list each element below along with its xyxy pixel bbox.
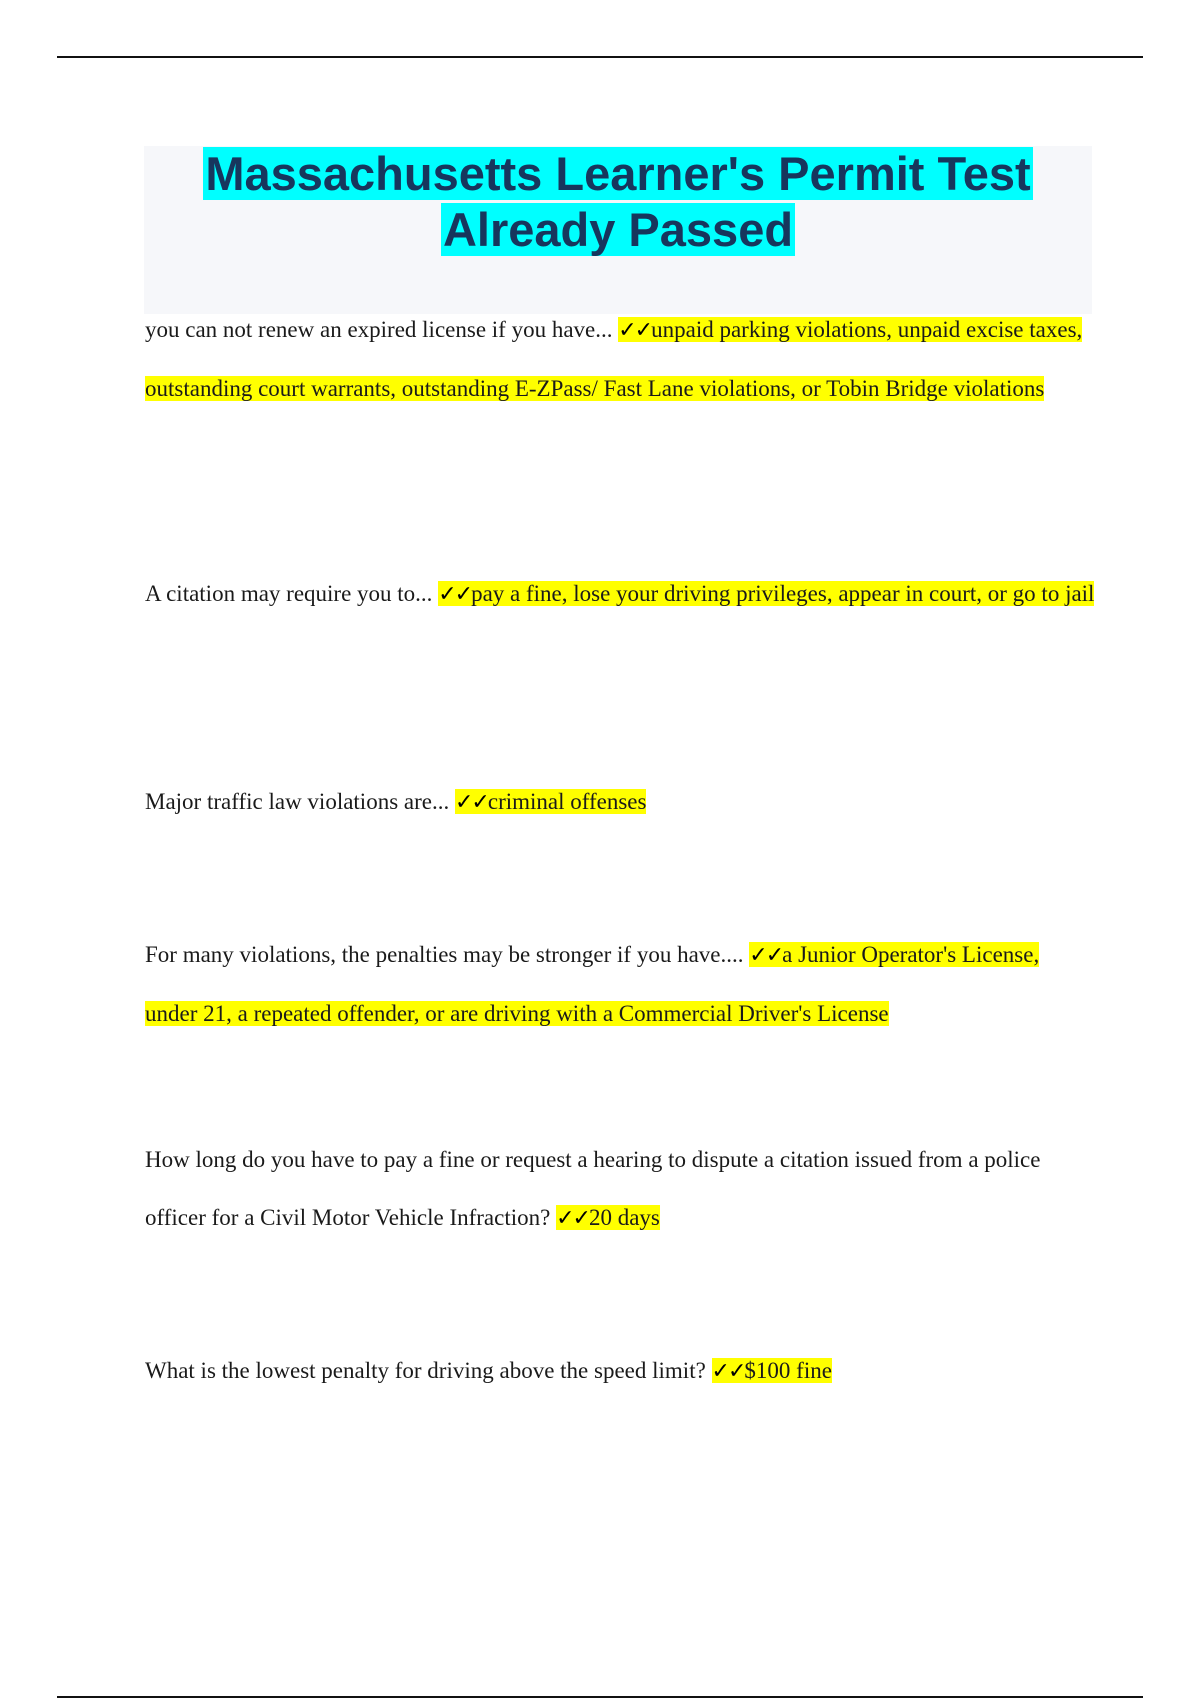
question-text: Major traffic law violations are...: [145, 789, 455, 814]
top-rule: [57, 56, 1143, 58]
question-text: A citation may require you to...: [145, 581, 439, 606]
double-check-icon: ✓✓: [454, 790, 488, 815]
answer-text: criminal offenses: [487, 789, 647, 814]
document-title: [144, 146, 1092, 258]
question-text: For many violations, the penalties may be stronger if you have....: [145, 942, 750, 967]
answer-highlight: [455, 789, 646, 814]
question-text: you can not renew an expired license if you have...: [145, 317, 619, 342]
answer-highlight: [712, 1358, 832, 1383]
double-check-icon: ✓✓: [711, 1359, 745, 1384]
double-check-icon: ✓✓: [556, 1206, 589, 1231]
question-text: How long do you have to pay a fine or request a hearing to dispute a citation issued from a police officer for a Civil Motor Vehicle Infraction?: [145, 1147, 1041, 1230]
bottom-rule: [57, 1696, 1143, 1698]
answer-text: $100 fine: [744, 1358, 832, 1383]
title-line-2: Already Passed: [442, 203, 794, 256]
qa-item-6: [145, 1342, 1095, 1401]
qa-item-3: [145, 772, 1095, 833]
question-text: What is the lowest penalty for driving above the speed limit?: [145, 1358, 712, 1383]
double-check-icon: ✓✓: [438, 582, 472, 607]
title-line-1: Massachusetts Learner's Permit Test: [205, 147, 1031, 200]
answer-highlight: [556, 1205, 660, 1230]
qa-item-4: [145, 926, 1095, 1043]
qa-item-5: [145, 1131, 1095, 1248]
qa-item-1: [145, 301, 1095, 418]
qa-item-2: [145, 564, 1095, 625]
answer-text: pay a fine, lose your driving privileges, appear in court, or go to jail: [471, 581, 1095, 606]
answer-text: unpaid parking violations, unpaid excise taxes, outstanding court warrants, outstanding E-ZPass/ Fast Lane violations, or Tobin Bridge violations: [145, 317, 1083, 401]
double-check-icon: ✓✓: [618, 318, 652, 343]
answer-text: a Junior Operator's License, under 21, a repeated offender, or are driving with a Commercial Driver's License: [145, 942, 1040, 1026]
double-check-icon: ✓✓: [749, 943, 783, 968]
answer-highlight: [438, 581, 1094, 606]
answer-text: 20 days: [588, 1205, 660, 1230]
